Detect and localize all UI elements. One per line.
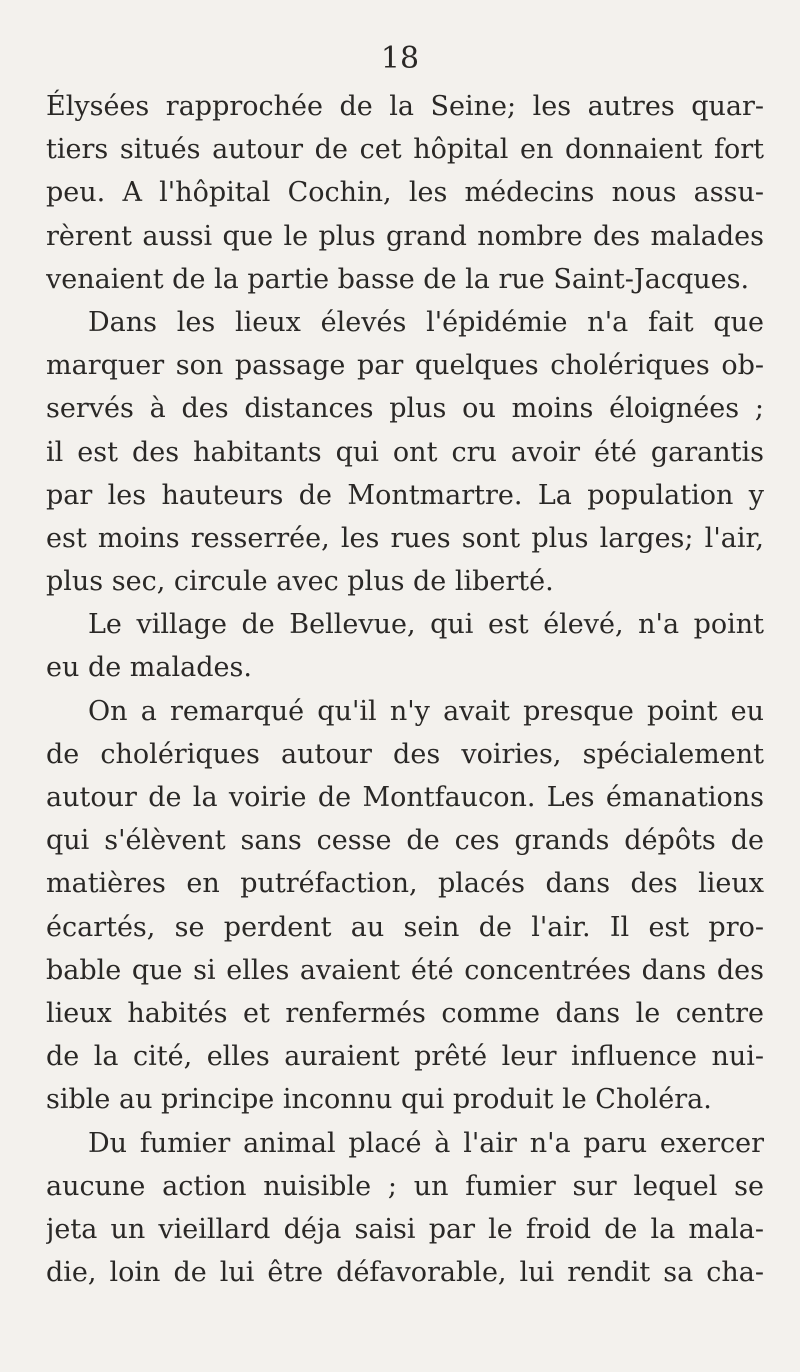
text-line: bable que si elles avaient été concentrées dans des [46,954,764,986]
text-line: de cholériques autour des voiries, spécialement [46,738,764,770]
paragraph-start-line: Du fumier animal placé à l'air n'a paru exercer [88,1127,764,1159]
text-line: Élysées rapprochée de la Seine; les autres quar- [46,91,764,122]
text-line: lieux habités et renfermés comme dans le centre [46,997,764,1029]
paragraph-start-line: On a remarqué qu'il n'y avait presque point eu [88,695,764,727]
paragraph-start-line: Le village de Bellevue, qui est élevé, n'a point [88,609,764,641]
text-line: servés à des distances plus ou moins éloignées ; [46,393,764,425]
text-line: peu. A l'hôpital Cochin, les médecins nous assu- [46,177,764,209]
text-line: venaient de la partie basse de la rue Saint-Jacques. [46,263,750,295]
page-body-text [46,85,764,1294]
text-line: il est des habitants qui ont cru avoir été garantis [46,436,764,468]
text-line: de la cité, elles auraient prêté leur influence nui- [46,1041,764,1073]
text-line: sible au principe inconnu qui produit le Choléra. [46,1084,712,1116]
text-line: aucune action nuisible ; un fumier sur lequel se [46,1170,764,1202]
text-line: est moins resserrée, les rues sont plus larges; l'air, [46,522,764,554]
text-line: autour de la voirie de Montfaucon. Les émanations [46,782,764,813]
text-line: matières en putréfaction, placés dans des lieux [46,868,764,900]
text-line: qui s'élèvent sans cesse de ces grands dépôts de [46,825,764,857]
text-line: jeta un vieillard déja saisi par le froid de la mala- [46,1213,764,1245]
paragraph-start-line: Dans les lieux élevés l'épidémie n'a fait que [88,306,764,338]
page-number: 18 [380,41,420,76]
text-line: rèrent aussi que le plus grand nombre des malades [46,220,764,252]
text-line: par les hauteurs de Montmartre. La population y [46,479,764,511]
text-line: écartés, se perdent au sein de l'air. Il est pro- [46,911,764,943]
text-line: plus sec, circule avec plus de liberté. [46,566,554,598]
text-line: tiers situés autour de cet hôpital en donnaient fort [46,134,764,166]
text-line: die, loin de lui être défavorable, lui rendit sa cha- [46,1257,764,1289]
text-line: marquer son passage par quelques cholériques ob- [46,350,764,382]
text-line: eu de malades. [46,652,252,684]
